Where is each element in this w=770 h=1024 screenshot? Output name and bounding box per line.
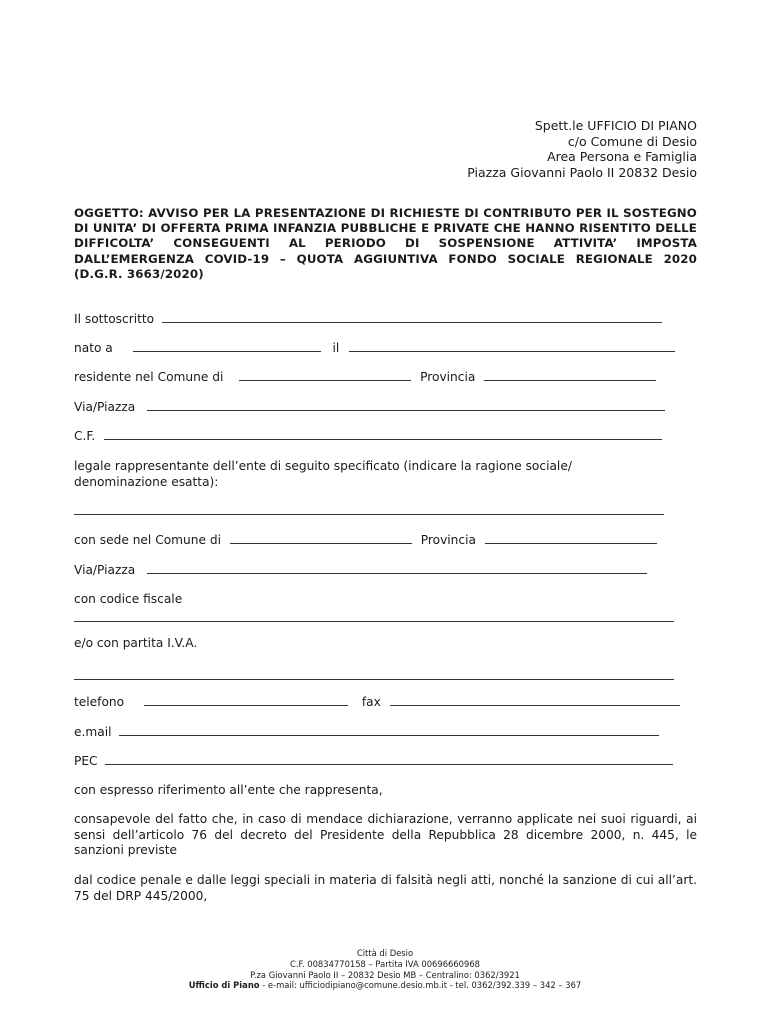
fill-in-line[interactable] [230, 533, 412, 544]
paragraph-codice-penale: dal codice penale e dalle leggi speciali in materia di falsità negli atti, nonché la sanzione di cui all’art. 75 del DRP 445/2000, [74, 873, 697, 903]
field-label: residente nel Comune di [74, 370, 224, 384]
field-sottoscritto [74, 312, 662, 326]
recipient-line: c/o Comune di Desio [567, 133, 697, 149]
field-label: il [332, 341, 340, 355]
footer-contact-line [0, 980, 770, 991]
field-label: nato a [74, 341, 113, 355]
footer-office-name: Ufficio di Piano [188, 980, 260, 991]
field-label: Via/Piazza [74, 563, 136, 577]
fill-in-line[interactable] [349, 341, 675, 352]
field-label: PEC [74, 754, 98, 768]
fill-in-line[interactable] [147, 563, 647, 574]
field-label: con codice fiscale [74, 592, 183, 606]
field-pec [74, 754, 673, 768]
fill-in-line[interactable] [104, 429, 662, 440]
fill-in-line[interactable] [74, 620, 674, 622]
footer-line: Città di Desio [356, 948, 414, 958]
fill-in-line[interactable] [162, 312, 662, 323]
field-label: Il sottoscritto [74, 312, 155, 326]
footer-line: P.za Giovanni Paolo II – 20832 Desio MB – Centralino: 0362/3921 [250, 969, 520, 980]
field-via [74, 400, 665, 414]
fill-in-line[interactable] [484, 370, 656, 381]
field-sede [74, 533, 657, 547]
field-via-2 [74, 563, 647, 577]
field-label: Via/Piazza [74, 400, 136, 414]
footer-contact-details: - e-mail: ufficiodipiano@comune.desio.mb.it - tel. 0362/392.339 – 342 – 367 [259, 980, 582, 991]
fill-in-line[interactable] [144, 695, 348, 706]
field-telefono [74, 695, 680, 709]
page-footer [0, 948, 770, 991]
fill-in-line[interactable] [74, 513, 664, 515]
field-label: C.F. [74, 429, 96, 443]
recipient-address [467, 118, 697, 180]
recipient-line: Piazza Giovanni Paolo II 20832 Desio [467, 164, 697, 180]
field-email [74, 725, 659, 739]
fill-in-line[interactable] [74, 678, 674, 680]
fill-in-line[interactable] [147, 400, 665, 411]
field-residente [74, 370, 656, 384]
field-label: telefono [74, 695, 125, 709]
field-codice-fiscale [74, 592, 182, 606]
field-partita-iva [74, 636, 197, 650]
legale-label: legale rappresentante dell’ente di seguito specificato (indicare la ragione sociale/ denominazione esatta): [74, 459, 572, 489]
field-label: e/o con partita I.V.A. [74, 636, 198, 650]
field-label: fax [361, 695, 381, 709]
fill-in-line[interactable] [485, 533, 657, 544]
paragraph-consapevole: consapevole del fatto che, in caso di mendace dichiarazione, verranno applicate nei suoi riguardi, ai sensi dell’articolo 76 del decreto del Presidente della Repubblica 28 dicembre 2000, n. 445, le sanzioni previste [74, 812, 697, 858]
recipient-line: Spett.le UFFICIO DI PIANO [534, 118, 697, 133]
fill-in-line[interactable] [105, 754, 673, 765]
footer-line: C.F. 00834770158 – Partita IVA 00696660968 [289, 958, 481, 969]
fill-in-line[interactable] [390, 695, 680, 706]
field-nato [74, 341, 675, 355]
fill-in-line[interactable] [133, 341, 321, 352]
field-cf [74, 429, 662, 443]
recipient-line: Area Persona e Famiglia [547, 149, 697, 165]
field-label: con sede nel Comune di [74, 533, 221, 547]
fill-in-line[interactable] [239, 370, 411, 381]
paragraph-riferimento: con espresso riferimento all’ente che rappresenta, [74, 783, 383, 797]
subject-heading: OGGETTO: AVVISO PER LA PRESENTAZIONE DI RICHIESTE DI CONTRIBUTO PER IL SOSTEGNO DI UNITA’ DI OFFERTA PRIMA INFANZIA PUBBLICHE E PRIVATE CHE HANNO RISENTITO DELLE DIFFICOLTA’ CONSEGUENTI AL PERIODO DI SOSPENSIONE ATTIVITA’ IMPOSTA DALL’EMERGENZA COVID-19 – QUOTA AGGIUNTIVA FONDO SOCIALE REGIONALE 2020 (D.G.R. 3663/2020) [74, 206, 697, 281]
field-label: Provincia [420, 533, 476, 547]
field-label: e.mail [74, 725, 112, 739]
field-label: Provincia [420, 370, 476, 384]
fill-in-line[interactable] [119, 725, 659, 736]
